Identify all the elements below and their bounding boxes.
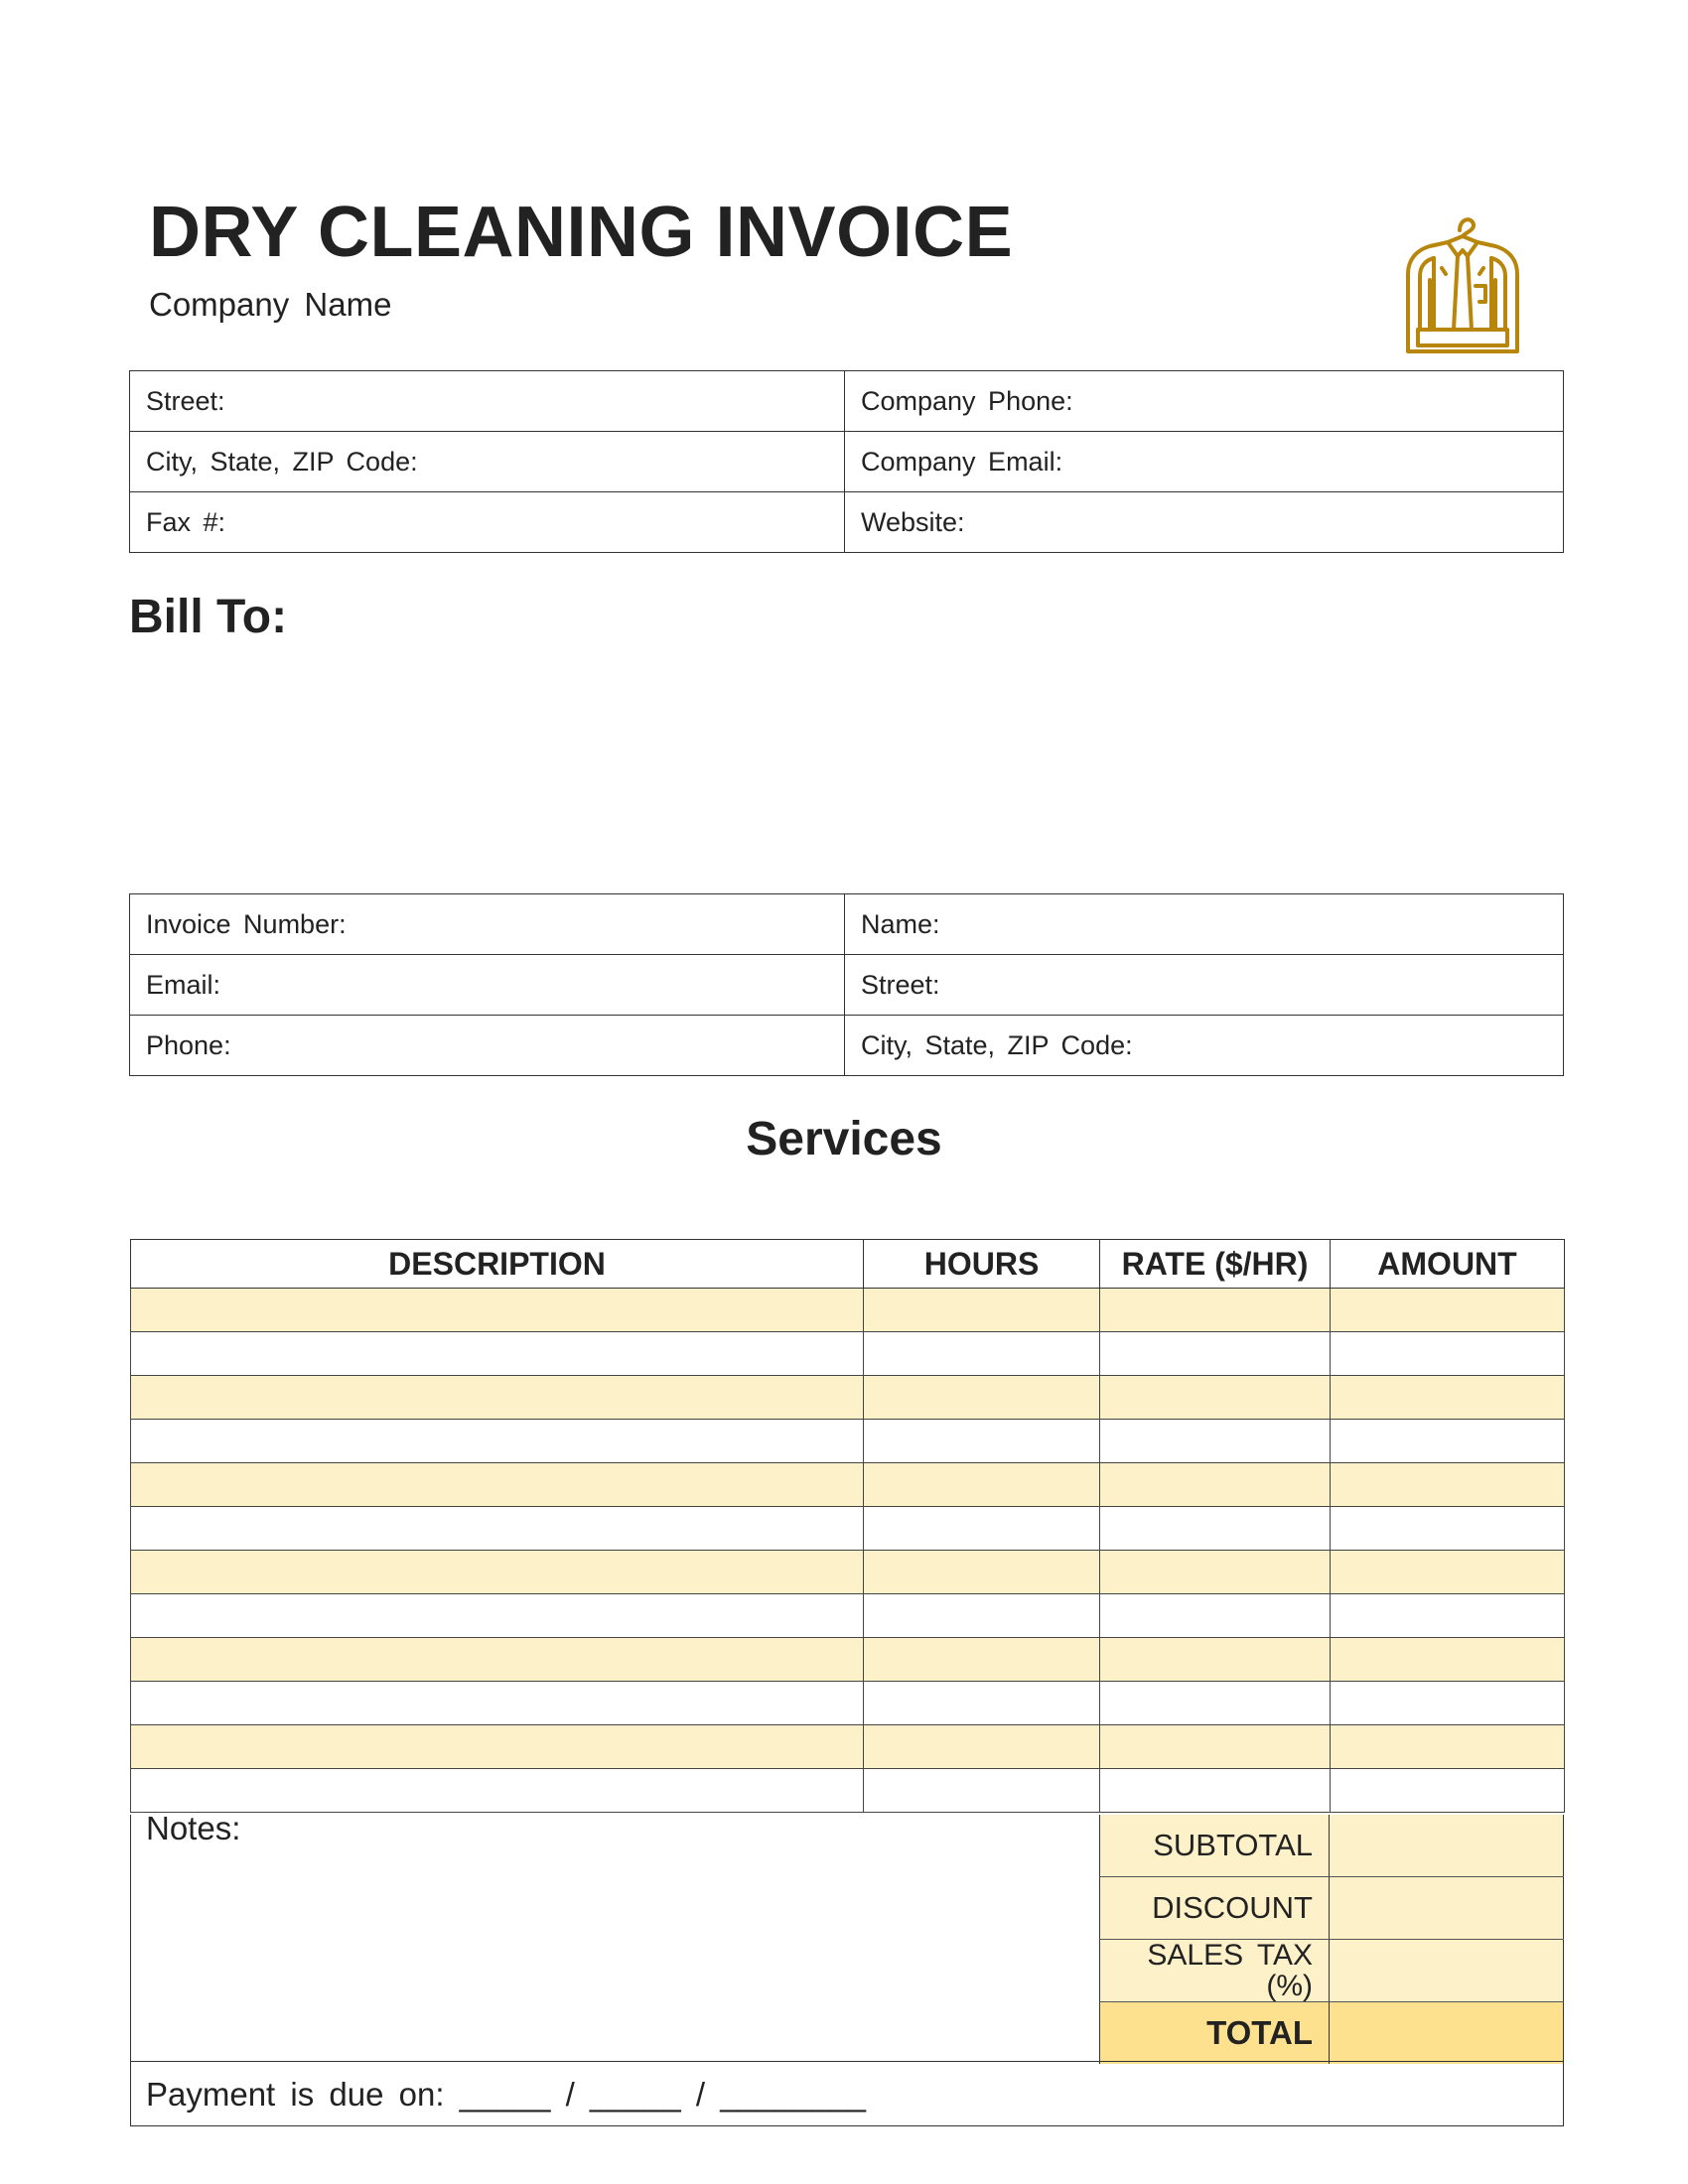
table-row: [130, 955, 1564, 1016]
subtotal-value-field[interactable]: [1330, 1815, 1564, 1876]
table-row: [131, 1551, 1565, 1594]
table-row: [130, 894, 1564, 955]
sales-tax-value-field[interactable]: [1330, 1940, 1564, 2001]
amount-cell[interactable]: [1331, 1769, 1565, 1813]
notes-label: Notes:: [146, 1810, 241, 1846]
street-field[interactable]: Street:: [130, 371, 845, 432]
table-row: [131, 1769, 1565, 1813]
rate-cell[interactable]: [1100, 1682, 1331, 1725]
rate-cell[interactable]: [1100, 1769, 1331, 1813]
city-state-zip-field[interactable]: City, State, ZIP Code:: [130, 432, 845, 492]
description-cell[interactable]: [131, 1682, 864, 1725]
rate-cell[interactable]: [1100, 1289, 1331, 1332]
description-cell[interactable]: [131, 1725, 864, 1769]
table-row: [131, 1594, 1565, 1638]
services-heading: Services: [746, 1113, 942, 1165]
rate-cell[interactable]: [1100, 1594, 1331, 1638]
sales-tax-label: [1099, 1940, 1330, 2001]
discount-value-field[interactable]: [1330, 1877, 1564, 1939]
amount-cell[interactable]: [1331, 1638, 1565, 1682]
subtotal-label: SUBTOTAL: [1099, 1815, 1330, 1876]
bill-to-table: [129, 893, 1564, 1076]
description-cell[interactable]: [131, 1551, 864, 1594]
client-city-state-zip-field[interactable]: City, State, ZIP Code:: [845, 1016, 1564, 1076]
rate-cell[interactable]: [1100, 1507, 1331, 1551]
rate-cell[interactable]: [1100, 1725, 1331, 1769]
table-row: [130, 371, 1564, 432]
table-row: [131, 1420, 1565, 1463]
table-row: [130, 492, 1564, 553]
column-header-amount: AMOUNT: [1331, 1240, 1565, 1289]
discount-row: [1099, 1877, 1564, 1940]
client-email-field[interactable]: Email:: [130, 955, 845, 1016]
services-table: [130, 1239, 1565, 1813]
amount-cell[interactable]: [1331, 1420, 1565, 1463]
amount-cell[interactable]: [1331, 1551, 1565, 1594]
rate-cell[interactable]: [1100, 1551, 1331, 1594]
hours-cell[interactable]: [864, 1551, 1100, 1594]
rate-cell[interactable]: [1100, 1376, 1331, 1420]
client-phone-field[interactable]: Phone:: [130, 1016, 845, 1076]
hours-cell[interactable]: [864, 1682, 1100, 1725]
description-cell[interactable]: [131, 1769, 864, 1813]
table-row: [131, 1463, 1565, 1507]
hours-cell[interactable]: [864, 1420, 1100, 1463]
amount-cell[interactable]: [1331, 1463, 1565, 1507]
table-row: [131, 1638, 1565, 1682]
description-cell[interactable]: [131, 1289, 864, 1332]
website-field[interactable]: Website:: [845, 492, 1564, 553]
client-street-field[interactable]: Street:: [845, 955, 1564, 1016]
services-body: [131, 1289, 1565, 1813]
description-cell[interactable]: [131, 1332, 864, 1376]
hours-cell[interactable]: [864, 1507, 1100, 1551]
amount-cell[interactable]: [1331, 1376, 1565, 1420]
amount-cell[interactable]: [1331, 1682, 1565, 1725]
column-header-rate: RATE ($/HR): [1100, 1240, 1331, 1289]
amount-cell[interactable]: [1331, 1507, 1565, 1551]
amount-cell[interactable]: [1331, 1594, 1565, 1638]
invoice-title: DRY CLEANING INVOICE: [149, 193, 1014, 272]
rate-cell[interactable]: [1100, 1420, 1331, 1463]
totals-panel: [1099, 1815, 1564, 2064]
total-label: TOTAL: [1099, 2002, 1330, 2064]
bill-to-heading: Bill To:: [129, 591, 288, 643]
rate-cell[interactable]: [1100, 1332, 1331, 1376]
rate-cell[interactable]: [1100, 1463, 1331, 1507]
table-row: [131, 1507, 1565, 1551]
payment-due-line[interactable]: Payment is due on: _____ / _____ / ________: [130, 2061, 1564, 2126]
sales-tax-label-line1: SALES TAX: [1147, 1938, 1313, 1972]
amount-cell[interactable]: [1331, 1289, 1565, 1332]
hours-cell[interactable]: [864, 1376, 1100, 1420]
rate-cell[interactable]: [1100, 1638, 1331, 1682]
hours-cell[interactable]: [864, 1332, 1100, 1376]
sales-tax-row: [1099, 1940, 1564, 2002]
company-info-table: [129, 370, 1564, 553]
table-row: [131, 1682, 1565, 1725]
fax-field[interactable]: Fax #:: [130, 492, 845, 553]
table-row: [130, 432, 1564, 492]
table-row: [131, 1332, 1565, 1376]
client-name-field[interactable]: Name:: [845, 894, 1564, 955]
services-header-row: [131, 1240, 1565, 1289]
hours-cell[interactable]: [864, 1638, 1100, 1682]
amount-cell[interactable]: [1331, 1332, 1565, 1376]
amount-cell[interactable]: [1331, 1725, 1565, 1769]
description-cell[interactable]: [131, 1594, 864, 1638]
hours-cell[interactable]: [864, 1463, 1100, 1507]
company-name: Company Name: [149, 286, 392, 323]
table-row: [131, 1376, 1565, 1420]
column-header-description: DESCRIPTION: [131, 1240, 864, 1289]
hours-cell[interactable]: [864, 1289, 1100, 1332]
table-row: [131, 1289, 1565, 1332]
subtotal-row: [1099, 1815, 1564, 1877]
sales-tax-label-line2: (%): [1266, 1970, 1313, 2002]
total-row: [1099, 2002, 1564, 2064]
hours-cell[interactable]: [864, 1725, 1100, 1769]
description-cell[interactable]: [131, 1638, 864, 1682]
hours-cell[interactable]: [864, 1769, 1100, 1813]
invoice-number-field[interactable]: Invoice Number:: [130, 894, 845, 955]
description-cell[interactable]: [131, 1507, 864, 1551]
total-value-field[interactable]: [1330, 2002, 1564, 2064]
hours-cell[interactable]: [864, 1594, 1100, 1638]
description-cell[interactable]: [131, 1463, 864, 1507]
table-row: [130, 1016, 1564, 1076]
dry-cleaning-garment-icon: [1400, 210, 1525, 359]
company-email-field[interactable]: Company Email:: [845, 432, 1564, 492]
discount-label: DISCOUNT: [1099, 1877, 1330, 1939]
description-cell[interactable]: [131, 1420, 864, 1463]
column-header-hours: HOURS: [864, 1240, 1100, 1289]
description-cell[interactable]: [131, 1376, 864, 1420]
company-phone-field[interactable]: Company Phone:: [845, 371, 1564, 432]
table-row: [131, 1725, 1565, 1769]
